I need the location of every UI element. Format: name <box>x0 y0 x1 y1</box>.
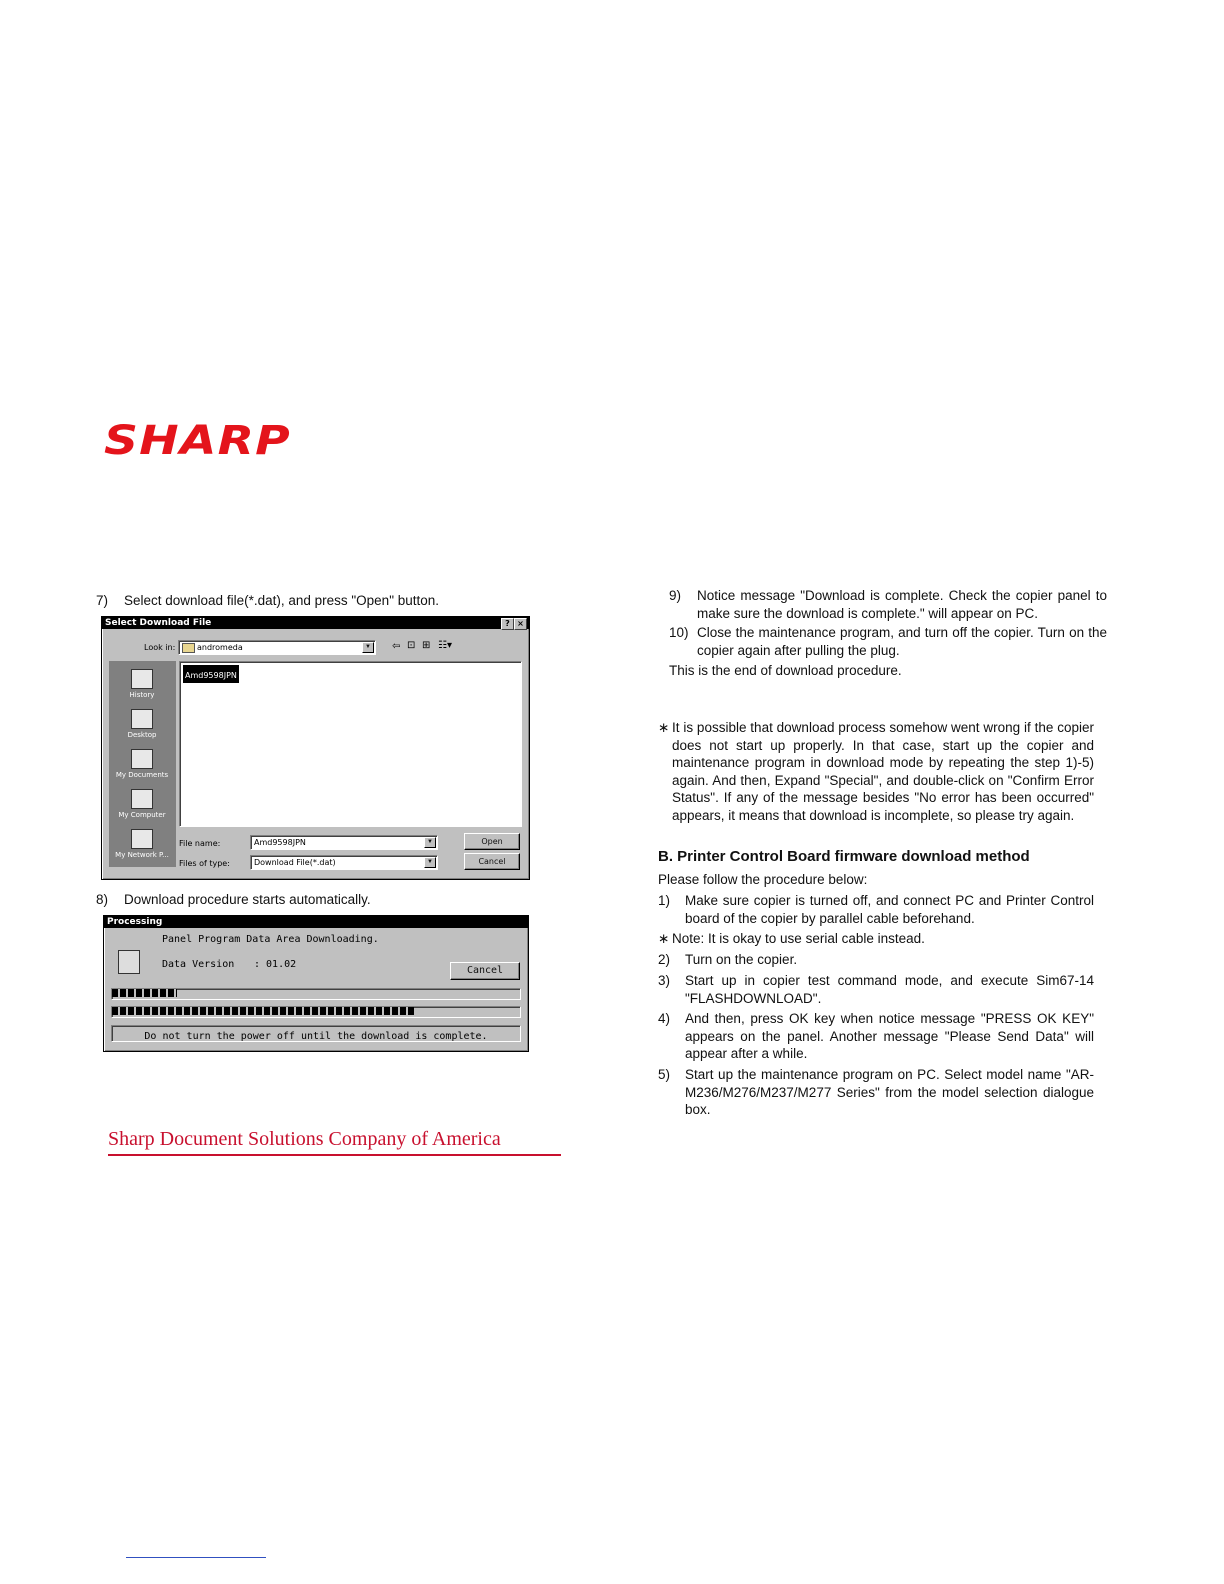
dialog-title: Select Download File <box>105 618 212 628</box>
list-item[interactable] <box>183 665 239 683</box>
places-label: My Network P... <box>115 851 169 859</box>
step-text: Notice message "Download is complete. Check the copier panel to make sure the download is complete." will appear on PC. <box>697 588 1107 621</box>
network-icon <box>131 829 153 849</box>
documents-folder-icon <box>131 749 153 769</box>
places-desktop[interactable] <box>109 709 175 739</box>
step-number: 8) <box>96 892 109 907</box>
note-text: Note: It is okay to use serial cable instead. <box>672 931 925 946</box>
b-step-1 <box>658 892 1094 927</box>
places-my-computer[interactable] <box>109 789 175 819</box>
sharp-logo: SHARP <box>104 418 291 464</box>
file-list[interactable] <box>179 661 522 827</box>
dialog-title: Processing <box>107 917 163 927</box>
back-icon[interactable]: ⇦ <box>392 641 401 652</box>
note-mark: ∗ <box>658 931 670 946</box>
up-folder-icon[interactable]: ⊡ <box>407 640 416 651</box>
close-button[interactable]: × <box>514 618 527 630</box>
step-text: Start up in copier test command mode, and execute Sim67-14 "FLASHDOWNLOAD". <box>685 973 1094 1006</box>
step-10 <box>669 624 1107 659</box>
data-version-label: Data Version <box>162 959 235 970</box>
file-name-value: Amd9598JPN <box>254 838 306 847</box>
file-name-label: File name: <box>179 839 221 848</box>
cancel-button[interactable]: Cancel <box>450 962 520 980</box>
progress-bar-1 <box>111 988 521 1000</box>
places-label: History <box>129 691 155 699</box>
places-my-documents[interactable] <box>109 749 175 779</box>
data-version-value: : 01.02 <box>254 959 297 970</box>
follow-text: Please follow the procedure below: <box>658 872 868 887</box>
folder-icon <box>182 643 195 653</box>
computer-icon <box>131 789 153 809</box>
step-text: Make sure copier is turned off, and connect PC and Printer Control board of the copier by parallel cable beforehand. <box>685 893 1094 926</box>
help-button[interactable]: ? <box>501 618 514 630</box>
step-text: And then, press OK key when notice message "PRESS OK KEY" appears on the panel. Another message "Please Send Data" will appear after a while. <box>685 1011 1094 1061</box>
warning-box <box>111 1025 521 1042</box>
note-mark: ∗ <box>658 720 670 735</box>
step-7 <box>96 592 596 609</box>
footer-brand: Sharp Document Solutions Company of America <box>108 1128 561 1156</box>
desktop-icon <box>131 709 153 729</box>
places-label: Desktop <box>127 731 157 739</box>
step-8 <box>96 891 596 908</box>
dialog-title-bar <box>102 617 529 629</box>
step-text: Start up the maintenance program on PC. Select model name "AR-M236/M276/M237/M277 Series" from the model selection dialogue box. <box>685 1067 1094 1117</box>
b-step-2 <box>658 951 1094 969</box>
progress-fill <box>112 1007 414 1015</box>
chevron-down-icon[interactable]: ▼ <box>362 642 374 653</box>
step-number: 7) <box>96 593 109 608</box>
view-menu-icon[interactable]: ☷▾ <box>438 640 452 651</box>
b-note <box>658 930 1094 948</box>
select-download-file-dialog <box>101 616 530 880</box>
places-label: My Documents <box>115 771 169 779</box>
cancel-button[interactable]: Cancel <box>464 853 520 870</box>
chevron-down-icon[interactable]: ▼ <box>424 857 436 868</box>
step-number: 4) <box>658 1011 671 1026</box>
end-text: This is the end of download procedure. <box>669 663 902 678</box>
progress-fill <box>112 989 177 997</box>
step-number: 10) <box>669 625 689 640</box>
b-step-4 <box>658 1010 1094 1063</box>
status-line: Panel Program Data Area Downloading. <box>162 934 379 945</box>
step-9 <box>669 587 1107 622</box>
file-name-field[interactable] <box>250 835 438 850</box>
step-number: 3) <box>658 973 671 988</box>
file-name: Amd9598JPN <box>185 671 237 680</box>
step-number: 1) <box>658 893 671 908</box>
new-folder-icon[interactable]: ⊞ <box>422 640 431 651</box>
chevron-down-icon[interactable]: ▼ <box>424 837 436 848</box>
step-number: 5) <box>658 1067 671 1082</box>
b-step-3 <box>658 972 1094 1007</box>
progress-bar-2 <box>111 1006 521 1018</box>
printer-icon <box>118 950 140 974</box>
b-step-5 <box>658 1066 1094 1119</box>
step-text: Close the maintenance program, and turn off the copier. Turn on the copier again after pulling the plug. <box>697 625 1107 658</box>
places-bar <box>109 661 176 867</box>
file-type-value: Download File(*.dat) <box>254 858 336 867</box>
file-type-dropdown[interactable] <box>250 855 438 870</box>
history-icon <box>131 669 153 689</box>
note-text: It is possible that download process somehow went wrong if the copier does not start up properly. In that case, start up the copier and maintenance program in download mode by repeating the step 1)-5) again. And then, Expand "Special", and double-click on "Confirm Error Status". If any of the message besides "No error has been occurred" appears, it means that download is incomplete, so please try again. <box>672 720 1094 823</box>
look-in-label: Look in: <box>144 643 176 652</box>
step-text: Download procedure starts automatically. <box>124 892 371 907</box>
look-in-value: andromeda <box>197 643 243 652</box>
warning-text: Do not turn the power off until the download is complete. <box>144 1031 488 1042</box>
look-in-dropdown[interactable] <box>178 640 376 655</box>
warning-note <box>658 719 1094 824</box>
places-my-network[interactable] <box>109 829 175 859</box>
step-number: 2) <box>658 952 671 967</box>
section-heading: B. Printer Control Board firmware download method <box>658 848 1030 865</box>
dialog-title-bar <box>104 916 528 928</box>
open-button[interactable]: Open <box>464 833 520 850</box>
step-text: Select download file(*.dat), and press "Open" button. <box>124 593 440 608</box>
step-text: Turn on the copier. <box>685 952 798 967</box>
step-number: 9) <box>669 588 682 603</box>
places-label: My Computer <box>118 811 166 819</box>
file-type-label: Files of type: <box>179 859 230 868</box>
bottom-link-underline[interactable] <box>126 1557 266 1558</box>
places-history[interactable] <box>109 669 175 699</box>
processing-dialog <box>103 915 529 1052</box>
